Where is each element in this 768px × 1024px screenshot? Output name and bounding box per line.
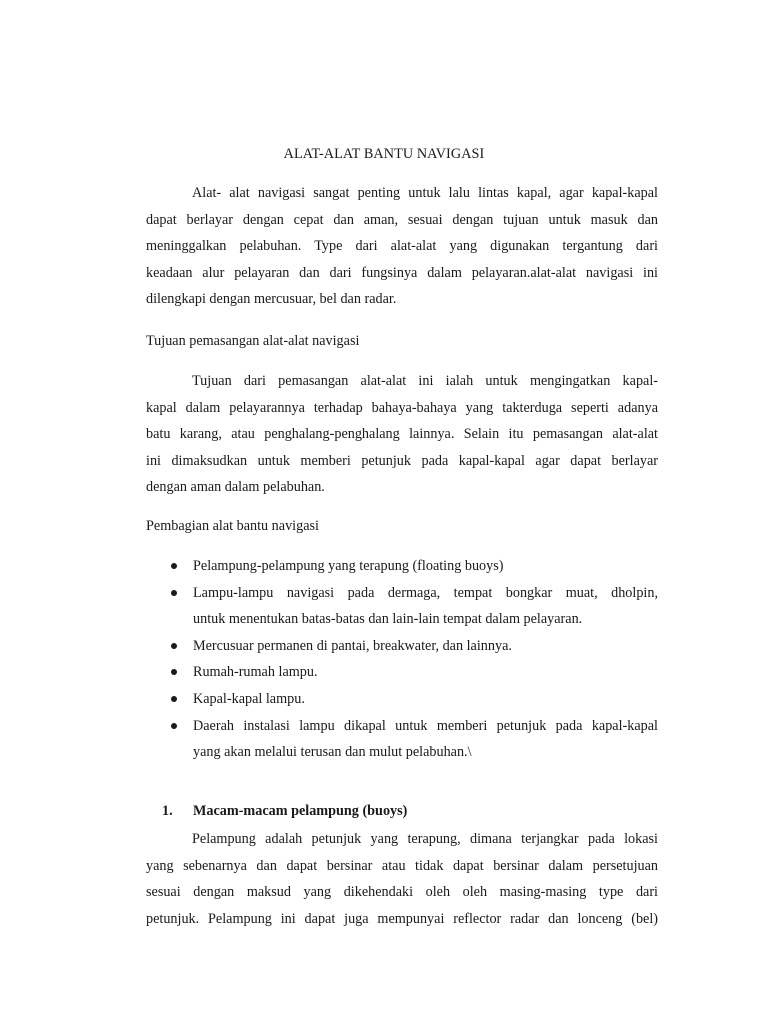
list-item bbox=[146, 580, 658, 633]
text-line: Pelampung-pelampung yang terapung (floating buoys) bbox=[193, 558, 504, 574]
bullet-icon bbox=[171, 723, 177, 729]
text-line: dapat berlayar dengan cepat dan aman, sesuai dengan tujuan untuk masuk dan bbox=[146, 211, 658, 228]
bullet-icon bbox=[171, 696, 177, 702]
text-line: kapal dalam pelayarannya terhadap bahaya-bahaya yang takterduga seperti adanya bbox=[146, 399, 658, 416]
text-line: Daerah instalasi lampu dikapal untuk memberi petunjuk pada kapal-kapal bbox=[193, 717, 658, 734]
numbered-heading bbox=[162, 803, 407, 820]
section-heading-pembagian: Pembagian alat bantu navigasi bbox=[146, 518, 319, 534]
text-line: dilengkapi dengan mercusuar, bel dan radar. bbox=[146, 291, 397, 308]
list-item bbox=[146, 686, 658, 713]
text-line: yang sebenarnya dan dapat bersinar atau tidak dapat bersinar dalam persetujuan bbox=[146, 857, 658, 874]
text-line: Alat- alat navigasi sangat penting untuk lalu lintas kapal, agar kapal-kapal bbox=[192, 185, 658, 201]
bullet-icon bbox=[171, 563, 177, 569]
text-line: Mercusuar permanen di pantai, breakwater, dan lainnya. bbox=[193, 637, 512, 654]
bullet-icon bbox=[171, 643, 177, 649]
intro-paragraph bbox=[146, 180, 658, 313]
text-line: meninggalkan pelabuhan. Type dari alat-alat yang digunakan tergantung dari bbox=[146, 238, 658, 255]
list-item bbox=[146, 659, 658, 686]
text-line: Lampu-lampu navigasi pada dermaga, tempat bongkar muat, dholpin, bbox=[193, 584, 658, 601]
list-item bbox=[146, 633, 658, 660]
pelampung-paragraph bbox=[146, 826, 658, 932]
text-line: keadaan alur pelayaran dan dari fungsinya dalam pelayaran.alat-alat navigasi ini bbox=[146, 264, 658, 281]
section-heading-tujuan: Tujuan pemasangan alat-alat navigasi bbox=[146, 333, 360, 349]
bullet-icon bbox=[171, 669, 177, 675]
text-line: Kapal-kapal lampu. bbox=[193, 690, 305, 707]
text-line: dengan aman dalam pelabuhan. bbox=[146, 479, 325, 496]
bullet-list bbox=[146, 553, 658, 766]
bullet-icon bbox=[171, 590, 177, 596]
list-item bbox=[146, 553, 658, 580]
text-line: Rumah-rumah lampu. bbox=[193, 664, 318, 681]
list-item bbox=[146, 713, 658, 766]
text-line: batu karang, atau penghalang-penghalang lainnya. Selain itu pemasangan alat-alat bbox=[146, 426, 658, 443]
text-line: Tujuan dari pemasangan alat-alat ini ialah untuk mengingatkan kapal- bbox=[192, 373, 658, 389]
text-line: Pelampung adalah petunjuk yang terapung, dimana terjangkar pada lokasi bbox=[192, 831, 658, 847]
text-line: petunjuk. Pelampung ini dapat juga mempunyai reflector radar dan lonceng (bel) bbox=[146, 910, 658, 927]
text-line: untuk menentukan batas-batas dan lain-lain tempat dalam pelayaran. bbox=[193, 611, 583, 628]
heading-number: 1. bbox=[162, 803, 173, 819]
text-line: ini dimaksudkan untuk memberi petunjuk pada kapal-kapal agar dapat berlayar bbox=[146, 452, 658, 469]
document-title: ALAT-ALAT BANTU NAVIGASI bbox=[283, 146, 485, 162]
heading-text: Macam-macam pelampung (buoys) bbox=[193, 803, 408, 819]
text-line: sesuai dengan maksud yang dikehendaki oleh oleh masing-masing type dari bbox=[146, 884, 658, 901]
tujuan-paragraph bbox=[146, 368, 658, 501]
text-line: yang akan melalui terusan dan mulut pelabuhan.\ bbox=[193, 744, 472, 761]
